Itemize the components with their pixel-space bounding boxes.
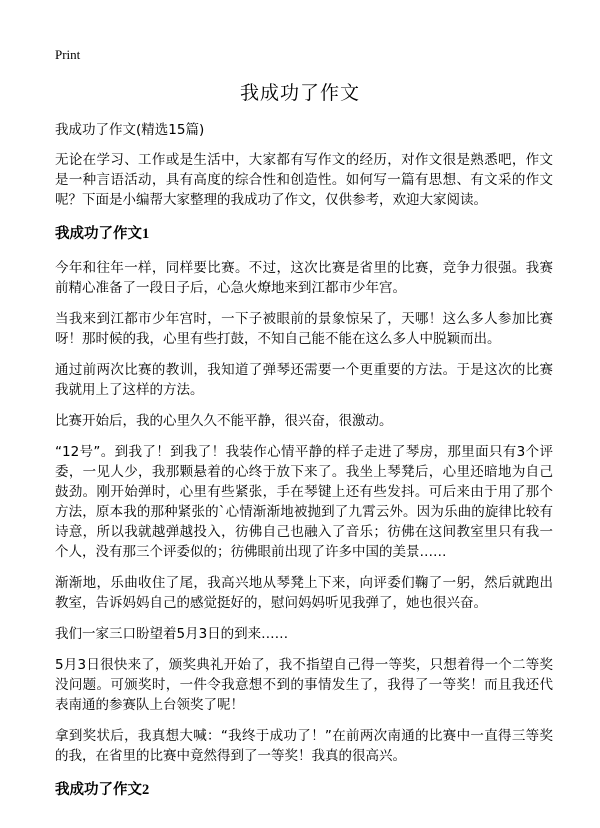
section-heading-1: 我成功了作文1 <box>55 226 150 242</box>
article-subtitle: 我成功了作文(精选15篇) <box>55 122 205 138</box>
paragraph: 通过前两次比赛的教训，我知道了弹琴还需要一个更重要的方法。于是这次的比赛我就用上了这样的方法。 <box>55 362 553 398</box>
article-body <box>55 120 553 814</box>
paragraph: 今年和往年一样，同样要比赛。不过，这次比赛是省里的比赛，竞争力很强。我赛前精心准备了一段日子后，心急火燎地来到江都市少年宫。 <box>55 260 553 296</box>
paragraph: 5月3日很快来了，颁奖典礼开始了，我不指望自己得一等奖，只想着得一个二等奖没问题。可颁奖时，一件令我意想不到的事情发生了，我得了一等奖！而且我还代表南通的参赛队上台领奖了呢！ <box>55 657 553 713</box>
page-title: 我成功了作文 <box>239 82 360 104</box>
paragraph: “12号”。到我了！到我了！我装作心情平静的样子走进了琴房，那里面只有3个评委，一见人少，我那颗悬着的心终于放下来了。我坐上琴凳后，心里还暗地为自己鼓劲。刚开始弹时，心里有些紧张，手在琴键上还有些发抖。可后来由于用了那个方法，原本我的那种紧张的`心情渐渐地被抛到了九霄云外。因为乐曲的旋律比较有诗意，所以我就越弹越投入，彷佛自己也融入了音乐；彷佛在这间教室里只有我一个人，没有那三个评委似的；彷佛眼前出现了许多中国的美景…… <box>55 444 553 560</box>
paragraph: 渐渐地，乐曲收住了尾，我高兴地从琴凳上下来，向评委们鞠了一躬，然后就跑出教室，告诉妈妈自己的感觉挺好的，慰问妈妈听见我弹了，她也很兴奋。 <box>55 575 553 611</box>
print-link[interactable]: Print <box>55 47 81 62</box>
paragraph: 当我来到江都市少年宫时，一下子被眼前的景象惊呆了，天哪！这么多人参加比赛呀！那时候的我，心里有些打鼓，不知自己能不能在这么多人中脱颖而出。 <box>55 311 553 347</box>
paragraph: 我们一家三口盼望着5月3日的到来…… <box>55 626 289 642</box>
paragraph: 拿到奖状后，我真想大喊：“我终于成功了！”在前两次南通的比赛中一直得三等奖的我，在省里的比赛中竟然得到了一等奖！我真的很高兴。 <box>55 728 553 764</box>
paragraph: 比赛开始后，我的心里久久不能平静，很兴奋，很激动。 <box>55 413 393 429</box>
section-heading-2: 我成功了作文2 <box>55 782 150 798</box>
intro-paragraph: 无论在学习、工作或是生活中，大家都有写作文的经历，对作文很是熟悉吧，作文是一种言语活动，具有高度的综合性和创造性。如何写一篇有思想、有文采的作文呢？下面是小编帮大家整理的我成功了作文，仅供参考，欢迎大家阅读。 <box>55 152 553 208</box>
